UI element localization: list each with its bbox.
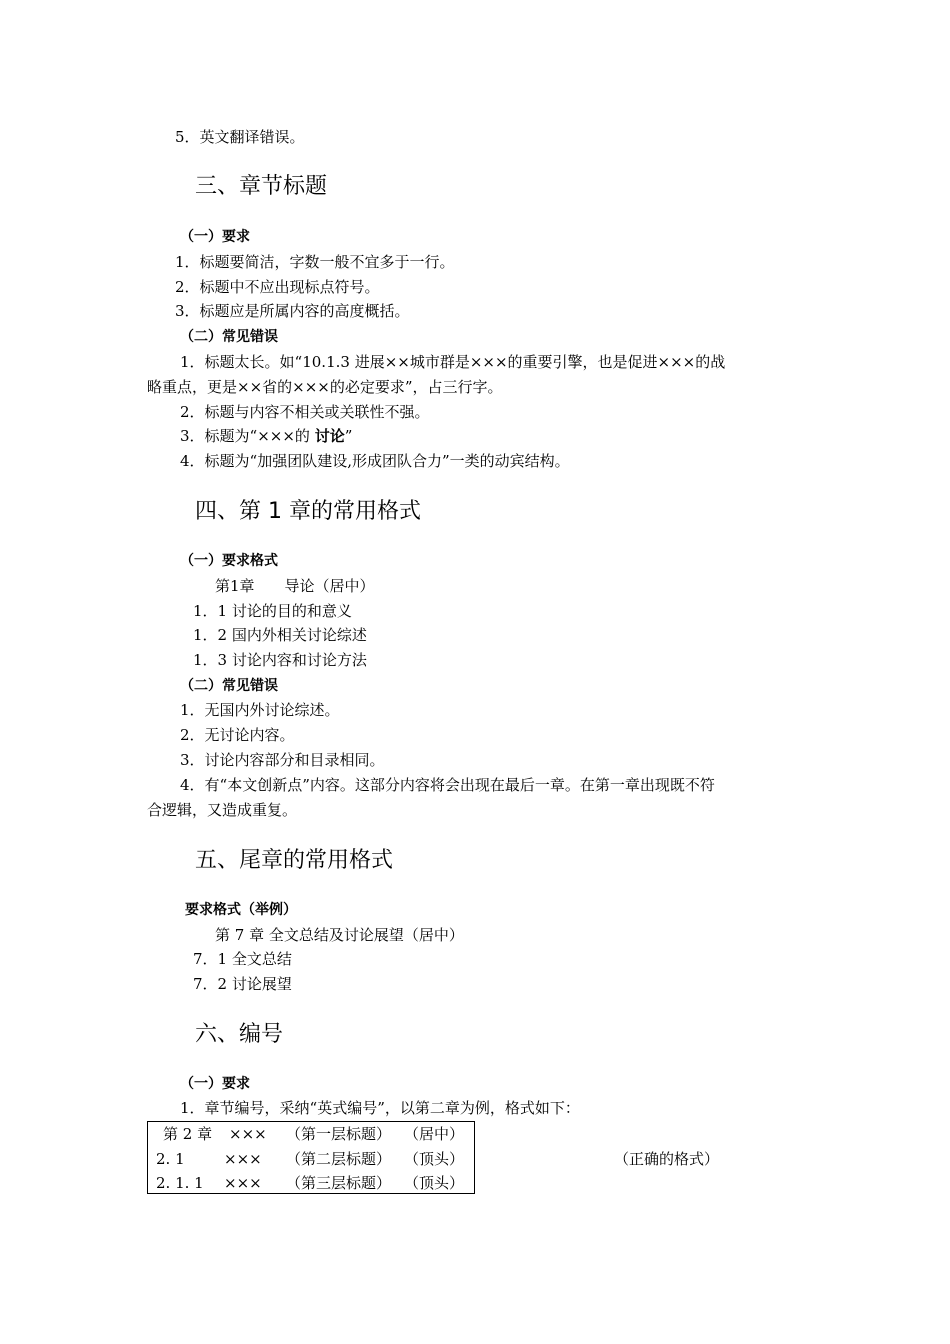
- list-item-text: ”: [344, 427, 353, 445]
- subsection-title: 要求格式（举例）: [185, 902, 297, 918]
- table-row: [148, 1147, 474, 1171]
- section-heading: 四、第 1 章的常用格式: [195, 499, 421, 524]
- table-cell-position: （顶头）: [404, 1174, 465, 1192]
- paragraph-line: 4．有“本文创新点”内容。这部分内容将会出现在最后一章。在第一章出现既不符: [180, 776, 715, 794]
- section-heading: 六、编号: [195, 1022, 284, 1047]
- table-cell-mark: ×××: [224, 1174, 262, 1192]
- list-item: 5．英文翻译错误。: [175, 128, 305, 146]
- chapter-example: 第 7 章 全文总结及讨论展望（居中）: [215, 926, 464, 944]
- list-item: 2．标题中不应出现标点符号。: [175, 278, 380, 296]
- list-item: 7．2 讨论展望: [193, 975, 292, 993]
- list-item: 4．标题为“加强团队建设,形成团队合力”一类的动宾结构。: [180, 452, 570, 470]
- paragraph-line: 合逻辑，又造成重复。: [147, 801, 298, 819]
- list-item: 1．标题要简洁，字数一般不宜多于一行。: [175, 253, 455, 271]
- section-heading: 三、章节标题: [195, 174, 328, 199]
- bold-text: 讨论: [314, 427, 345, 445]
- list-item: 3．讨论内容部分和目录相同。: [180, 751, 385, 769]
- table-cell-level: （第一层标题）: [286, 1125, 392, 1143]
- list-item-text: 3．标题为“×××的: [180, 427, 315, 445]
- subsection-title: （一）要求: [180, 229, 250, 245]
- list-item: 1．无国内外讨论综述。: [180, 701, 340, 719]
- table-cell-position: （顶头）: [404, 1150, 465, 1168]
- format-note: （正确的格式）: [614, 1150, 720, 1168]
- paragraph-line: 略重点，更是××省的×××的必定要求”，占三行字。: [147, 378, 503, 396]
- section-heading: 五、尾章的常用格式: [195, 848, 394, 873]
- table-row: [148, 1171, 474, 1195]
- list-item: 1．3 讨论内容和讨论方法: [193, 651, 367, 669]
- table-cell-number: 第 2 章: [163, 1125, 213, 1143]
- list-item: 2．无讨论内容。: [180, 726, 295, 744]
- table-cell-mark: ×××: [229, 1125, 267, 1143]
- list-item: [180, 426, 352, 446]
- subsection-title: （一）要求: [180, 1076, 250, 1092]
- chapter-example: 第1章 导论（居中）: [215, 577, 375, 595]
- table-cell-number: 2. 1: [156, 1150, 185, 1168]
- list-item: 2．标题与内容不相关或关联性不强。: [180, 403, 430, 421]
- list-item: 1．1 讨论的目的和意义: [193, 602, 352, 620]
- list-item: 7．1 全文总结: [193, 950, 292, 968]
- table-cell-position: （居中）: [404, 1125, 465, 1143]
- table-row: [148, 1122, 474, 1146]
- table-cell-number: 2. 1. 1: [156, 1174, 204, 1192]
- numbering-format-table: [147, 1121, 475, 1194]
- list-item: 1．2 国内外相关讨论综述: [193, 626, 367, 644]
- table-cell-mark: ×××: [224, 1150, 262, 1168]
- list-item: 3．标题应是所属内容的高度概括。: [175, 302, 410, 320]
- subsection-title: （一）要求格式: [180, 553, 278, 569]
- paragraph-line: 1．标题太长。如“10.1.3 进展××城市群是×××的重要引擎，也是促进×××的战: [180, 353, 726, 371]
- list-item: 1．章节编号，采纳“英式编号”，以第二章为例，格式如下：: [180, 1099, 580, 1117]
- subsection-title: （二）常见错误: [180, 678, 278, 694]
- subsection-title: （二）常见错误: [180, 329, 278, 345]
- table-cell-level: （第三层标题）: [286, 1174, 392, 1192]
- table-cell-level: （第二层标题）: [286, 1150, 392, 1168]
